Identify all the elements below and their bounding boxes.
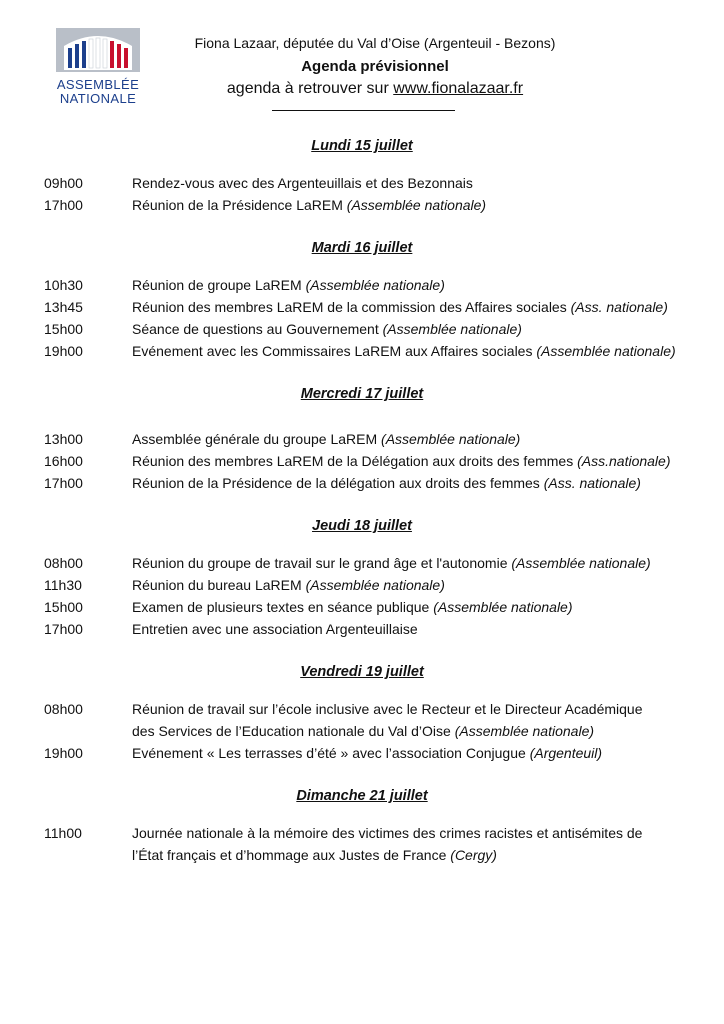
- entry-location: (Ass. nationale): [570, 299, 668, 315]
- deputy-line: Fiona Lazaar, députée du Val d’Oise (Argenteuil - Bezons): [194, 35, 556, 51]
- entry-time: 19h00: [44, 343, 83, 359]
- entry-location: (Assemblée nationale): [454, 723, 595, 739]
- entry-description: Réunion des membres LaREM de la Délégation aux droits des femmes (Ass.nationale): [132, 453, 671, 469]
- entry-description: des Services de l’Education nationale du Val d’Oise (Assemblée nationale): [132, 723, 595, 739]
- assemblee-nationale-logo: [50, 24, 146, 108]
- agenda-link-line: [150, 80, 600, 98]
- entry-description: Réunion de travail sur l’école inclusive avec le Recteur et le Directeur Académique: [132, 701, 643, 717]
- agenda-title: Agenda prévisionnel: [301, 58, 449, 75]
- agenda-link-prefix: agenda à retrouver sur: [226, 80, 394, 97]
- entry-location: (Cergy): [450, 847, 497, 863]
- entry-location: (Assemblée nationale): [305, 577, 445, 593]
- entry-description: Rendez-vous avec des Argenteuillais et des Bezonnais: [132, 175, 473, 191]
- entry-description: Réunion de la Présidence de la délégation aux droits des femmes (Ass. nationale): [132, 475, 641, 491]
- entry-description: Séance de questions au Gouvernement (Assemblée nationale): [132, 321, 522, 337]
- entry-description: Réunion du groupe de travail sur le grand âge et l'autonomie (Assemblée nationale): [132, 555, 651, 571]
- header-divider: [272, 110, 455, 111]
- entry-description: Evénement « Les terrasses d’été » avec l’association Conjugue (Argenteuil): [132, 745, 603, 761]
- entry-description: Entretien avec une association Argenteuillaise: [132, 621, 418, 637]
- logo-text-assemblee: ASSEMBLÉE: [56, 77, 140, 92]
- entry-location: (Assemblée nationale): [536, 343, 676, 359]
- entry-time: 16h00: [44, 453, 83, 469]
- entry-description: Réunion de groupe LaREM (Assemblée nationale): [132, 277, 445, 293]
- entry-location: (Ass. nationale): [543, 475, 641, 491]
- entry-time: 09h00: [44, 175, 83, 191]
- entry-location: (Ass.nationale): [577, 453, 671, 469]
- entry-time: 17h00: [44, 621, 83, 637]
- hemicycle-icon: [50, 24, 146, 76]
- entry-description: Réunion des membres LaREM de la commission des Affaires sociales (Ass. nationale): [132, 299, 668, 315]
- logo-text-nationale: NATIONALE: [59, 91, 137, 106]
- entry-location: (Argenteuil): [529, 745, 603, 761]
- entry-time: 08h00: [44, 555, 83, 571]
- entry-location: (Assemblée nationale): [511, 555, 651, 571]
- entry-description: Réunion de la Présidence LaREM (Assemblée nationale): [132, 197, 487, 213]
- day-heading: Mardi 16 juillet: [311, 240, 413, 256]
- website-link[interactable]: www.fionalazaar.fr: [393, 80, 524, 97]
- entry-time: 13h00: [44, 431, 83, 447]
- entry-time: 13h45: [44, 299, 83, 315]
- entry-location: (Assemblée nationale): [305, 277, 445, 293]
- entry-time: 10h30: [44, 277, 83, 293]
- day-heading: Mercredi 17 juillet: [300, 386, 424, 402]
- entry-description: Examen de plusieurs textes en séance publique (Assemblée nationale): [132, 599, 573, 615]
- entry-time: 11h30: [44, 577, 82, 593]
- day-heading: Vendredi 19 juillet: [300, 664, 424, 680]
- entry-time: 15h00: [44, 599, 83, 615]
- entry-time: 15h00: [44, 321, 83, 337]
- day-heading: Jeudi 18 juillet: [312, 518, 412, 534]
- entry-time: 08h00: [44, 701, 83, 717]
- entry-description: Assemblée générale du groupe LaREM (Assemblée nationale): [132, 431, 521, 447]
- entry-location: (Assemblée nationale): [346, 197, 487, 213]
- entry-description: Evénement avec les Commissaires LaREM aux Affaires sociales (Assemblée nationale): [132, 343, 676, 359]
- entry-location: (Assemblée nationale): [433, 599, 573, 615]
- entry-description: l’État français et d’hommage aux Justes de France (Cergy): [132, 847, 497, 863]
- entry-description: Réunion du bureau LaREM (Assemblée nationale): [132, 577, 445, 593]
- entry-time: 11h00: [44, 825, 82, 841]
- entry-time: 17h00: [44, 197, 83, 213]
- entry-time: 19h00: [44, 745, 83, 761]
- entry-time: 17h00: [44, 475, 83, 491]
- entry-location: (Assemblée nationale): [381, 431, 521, 447]
- entry-location: (Assemblée nationale): [382, 321, 522, 337]
- day-heading: Lundi 15 juillet: [311, 138, 413, 154]
- entry-description: Journée nationale à la mémoire des victimes des crimes racistes et antisémites de: [132, 825, 643, 841]
- day-heading: Dimanche 21 juillet: [296, 788, 428, 804]
